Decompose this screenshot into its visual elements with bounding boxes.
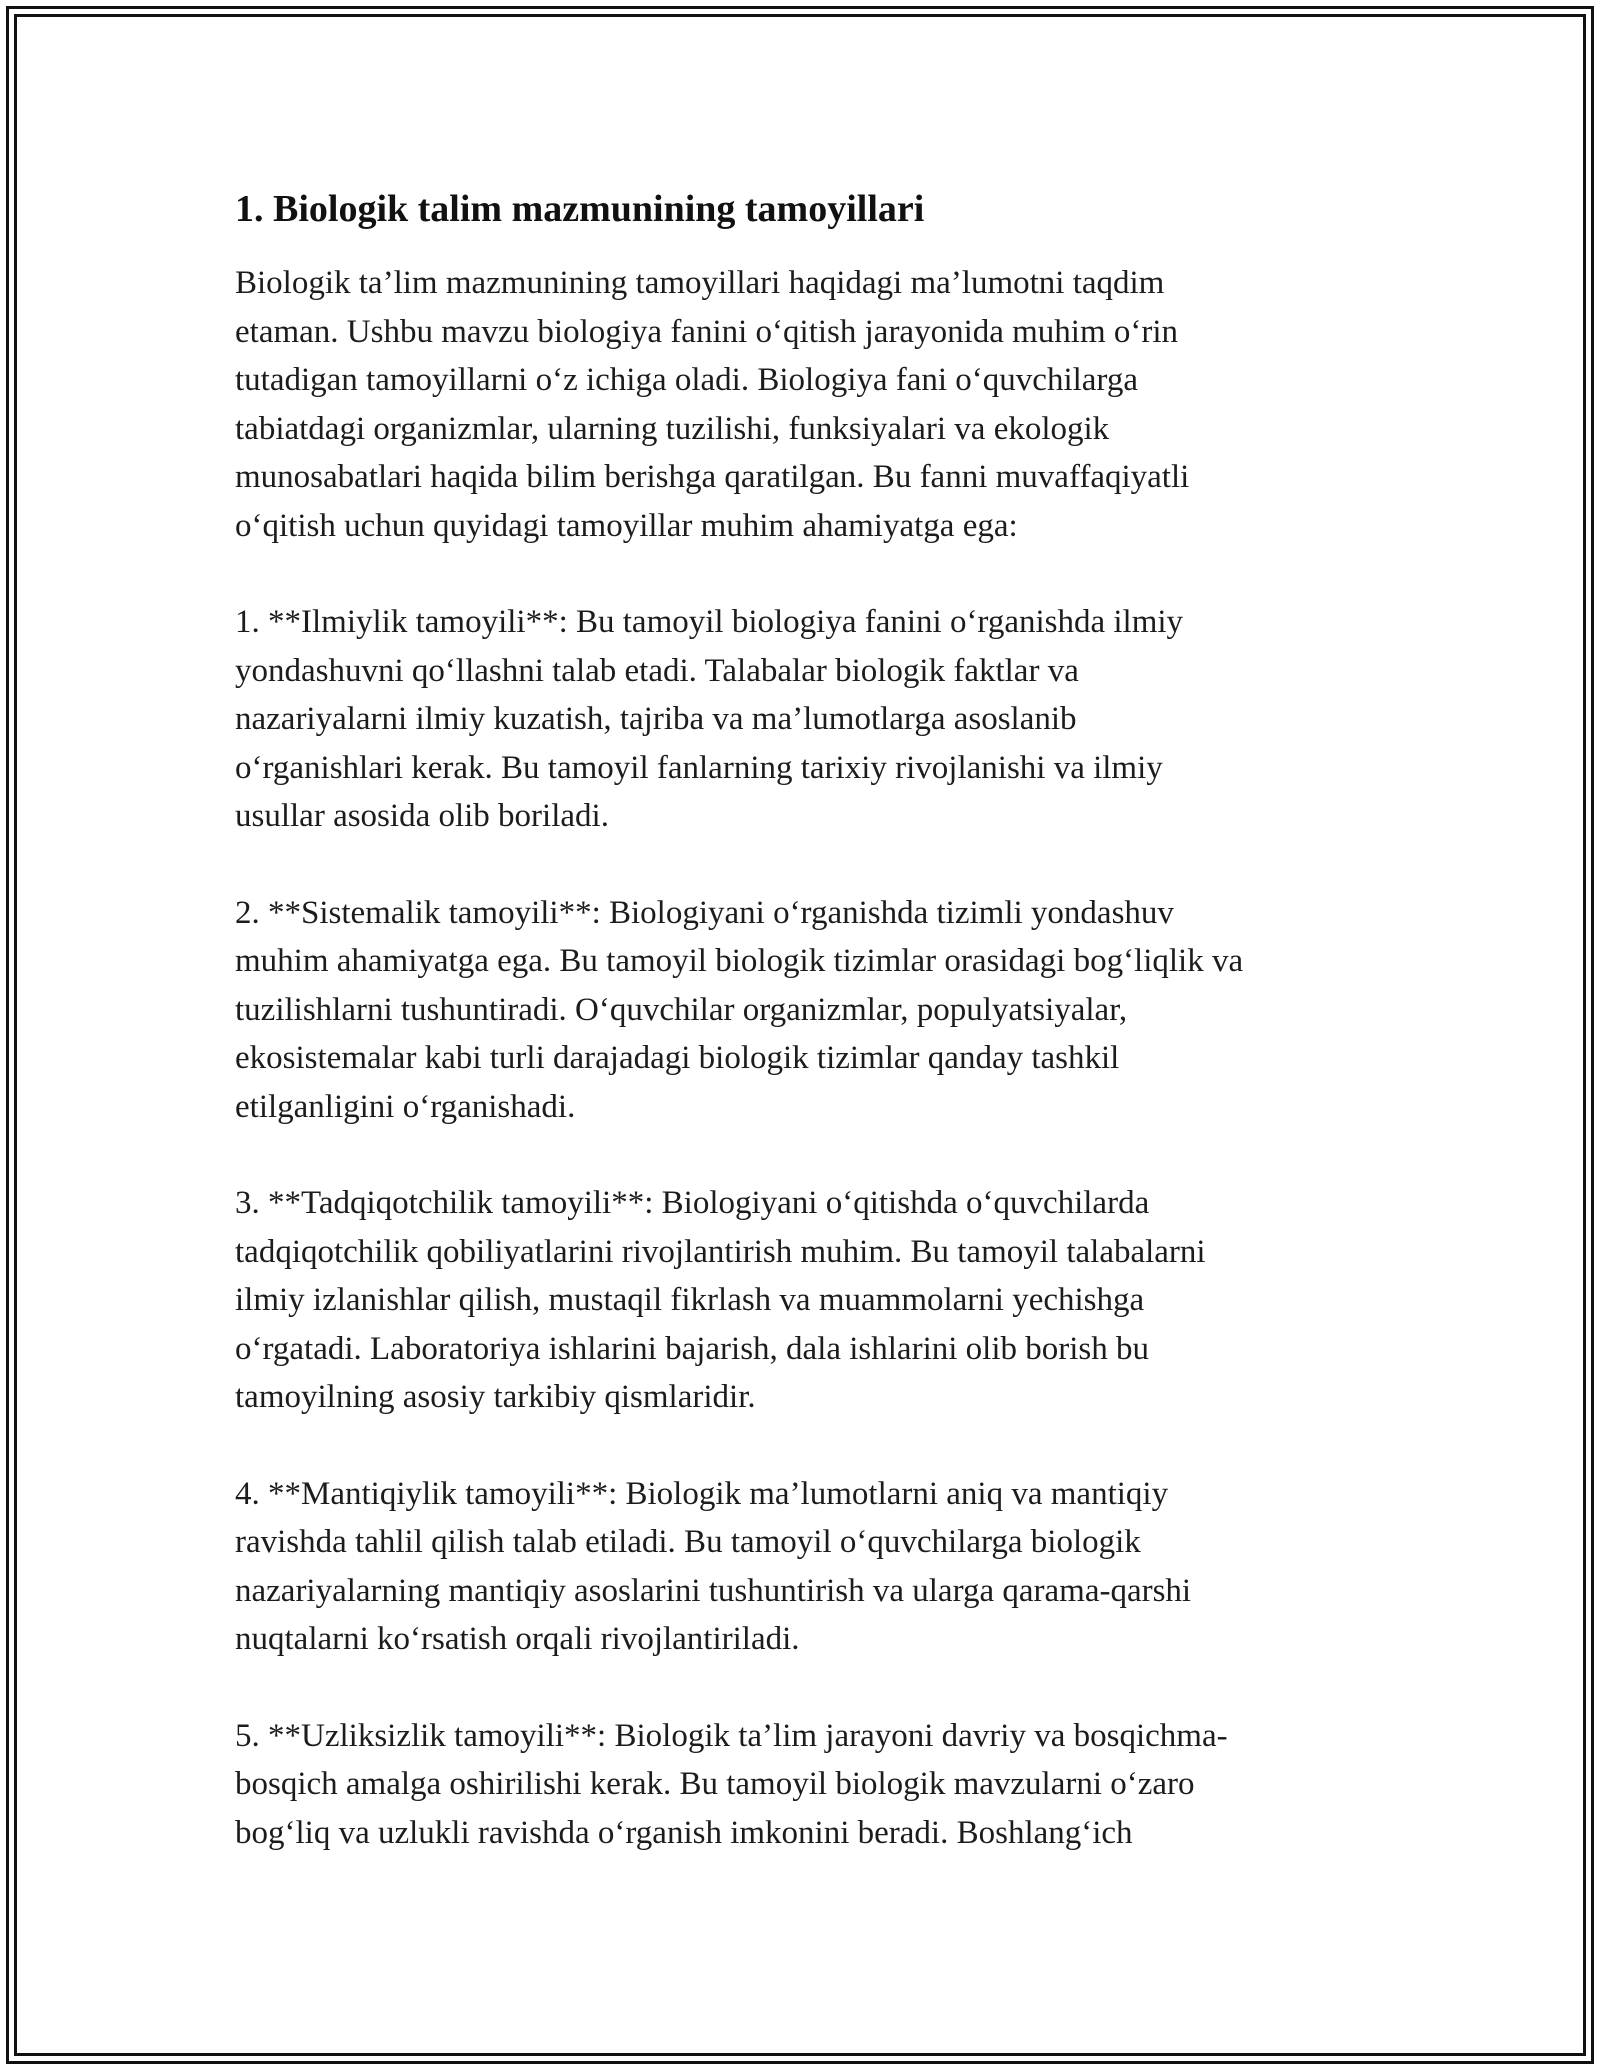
principle-paragraph-5: 5. **Uzliksizlik tamoyili**: Biologik ta’lim jarayoni davriy va bosqichma- bosqich amalga oshirilishi kerak. Bu tamoyil biologik mavzularni o‘zaro bog‘liq va uzlukli ravishda o‘rganish imkonini beradi. Boshlang‘ich [235, 1717, 1228, 1851]
document-title: 1. Biologik talim mazmunining tamoyillari [235, 188, 925, 230]
principle-paragraph-2: 2. **Sistemalik tamoyili**: Biologiyani o‘rganishda tizimli yondashuv muhim ahamiyatga ega. Bu tamoyil biologik tizimlar orasidagi bog‘liqlik va tuzilishlarni tushuntiradi. O‘quvchilar organizmlar, populyatsiyalar, ekosistemalar kabi turli darajadagi biologik tizimlar qanday tashkil etilganligini o‘rganishadi. [235, 894, 1244, 1125]
intro-paragraph: Biologik ta’lim mazmunining tamoyillari haqidagi ma’lumotni taqdim etaman. Ushbu mavzu biologiya fanini o‘qitish jarayonida muhim o‘rin tutadigan tamoyillarni o‘z ichiga oladi. Biologiya fani o‘quvchilarga tabiatdagi organizmlar, ularning tuzilishi, funksiyalari va ekologik munosabatlari haqida bilim berishga qaratilgan. Bu fanni muvaffaqiyatli o‘qitish uchun quyidagi tamoyillar muhim ahamiyatga ega: [235, 265, 1190, 544]
document-body [235, 183, 1395, 1905]
principle-paragraph-3: 3. **Tadqiqotchilik tamoyili**: Biologiyani o‘qitishda o‘quvchilarda tadqiqotchilik qobiliyatlarini rivojlantirish muhim. Bu tamoyil talabalarni ilmiy izlanishlar qilish, mustaqil fikrlash va muammolarni yechishga o‘rgatadi. Laboratoriya ishlarini bajarish, dala ishlarini olib borish bu tamoyilning asosiy tarkibiy qismlaridir. [235, 1185, 1206, 1415]
principle-paragraph-4: 4. **Mantiqiylik tamoyili**: Biologik ma’lumotlarni aniq va mantiqiy ravishda tahlil qilish talab etiladi. Bu tamoyil o‘quvchilarga biologik nazariyalarning mantiqiy asoslarini tushuntirish va ularga qarama-qarshi nuqtalarni ko‘rsatish orqali rivojlantiriladi. [235, 1475, 1192, 1657]
principle-paragraph-1: 1. **Ilmiylik tamoyili**: Bu tamoyil biologiya fanini o‘rganishda ilmiy yondashuvni qo‘llashni talab etadi. Talabalar biologik faktlar va nazariyalarni ilmiy kuzatish, tajriba va ma’lumotlarga asoslanib o‘rganishlari kerak. Bu tamoyil fanlarning tarixiy rivojlanishi va ilmiy usullar asosida olib boriladi. [235, 604, 1184, 834]
